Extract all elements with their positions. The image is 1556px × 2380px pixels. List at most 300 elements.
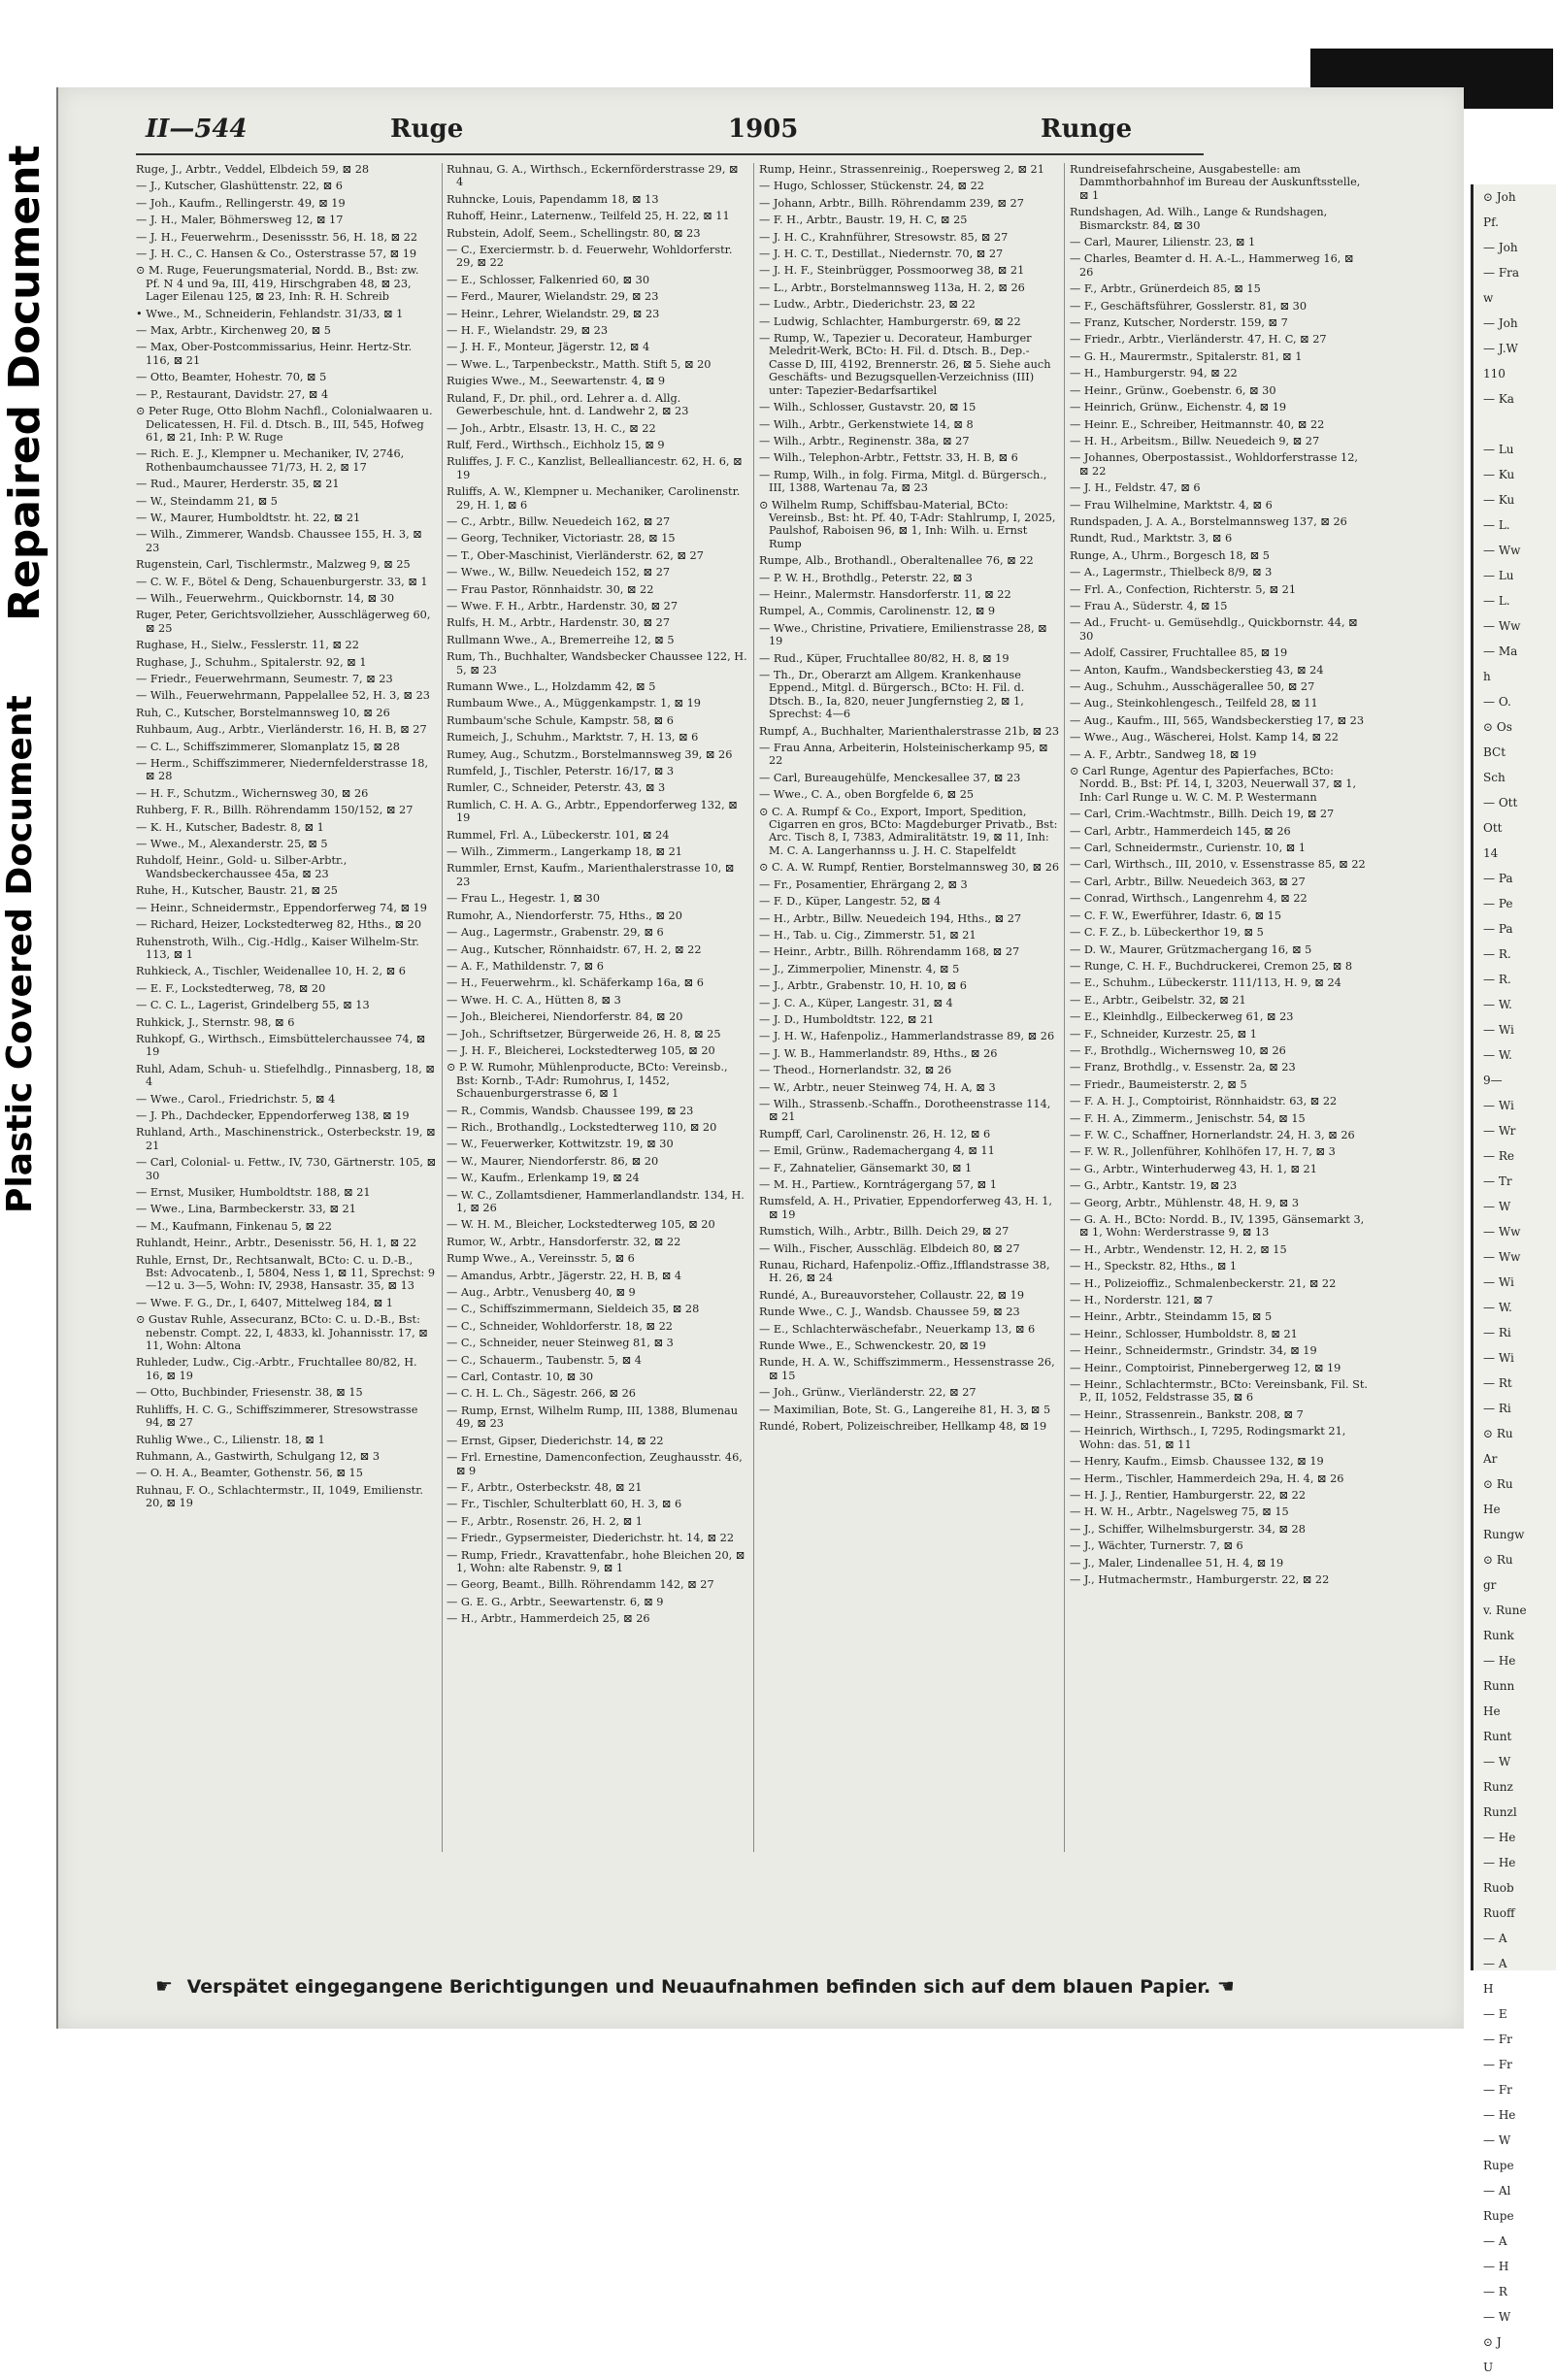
directory-entry: Rundt, Rud., Marktstr. 3, ⊠ 6	[1070, 532, 1233, 545]
directory-entry: — Ferd., Maurer, Wielandstr. 29, ⊠ 23	[447, 290, 659, 304]
directory-entry: — J. W. B., Hammerlandstr. 89, Hths., ⊠ 26	[759, 1046, 998, 1060]
directory-entry: — O. H. A., Beamter, Gothenstr. 56, ⊠ 15	[136, 1467, 363, 1480]
directory-entry: — Wilh., Zimmerm., Langerkamp 18, ⊠ 21	[447, 845, 682, 859]
directory-entry: — F. W. R., Jollenführer, Kohlhöfen 17, H. 7, ⊠ 3	[1070, 1145, 1336, 1159]
directory-entry: Ruhncke, Louis, Papendamm 18, ⊠ 13	[447, 192, 659, 206]
directory-entry: Rumpff, Carl, Carolinenstr. 26, H. 12, ⊠ 6	[759, 1127, 991, 1140]
next-page-fragment: — Ma	[1483, 645, 1518, 658]
directory-entry: — Aug., Schuhm., Ausschägerallee 50, ⊠ 27	[1070, 680, 1315, 693]
directory-entry: ⊙ Peter Ruge, Otto Blohm Nachfl., Colonialwaaren u. Delicatessen, H. Fil. d. Dtsch. B., III, 545, Hofweg 61, ⊠ 21, Inh: P. W. Ruge	[136, 405, 433, 444]
next-page-fragment: — Re	[1483, 1149, 1514, 1163]
directory-entry: — Franz, Kutscher, Norderstr. 159, ⊠ 7	[1070, 316, 1288, 330]
directory-entry: — Carl, Wirthsch., III, 2010, v. Essenstrasse 85, ⊠ 22	[1070, 858, 1366, 872]
next-page-fragment: He	[1483, 1704, 1501, 1718]
next-page-fragment: — Ri	[1483, 1326, 1511, 1339]
directory-entry: — F., Arbtr., Rosenstr. 26, H. 2, ⊠ 1	[447, 1514, 643, 1528]
directory-entry: — Wwe. F. G., Dr., I, 6407, Mittelweg 184, ⊠ 1	[136, 1296, 393, 1309]
directory-entry: — Heinr., Schlosser, Humboldstr. 8, ⊠ 21	[1070, 1327, 1298, 1340]
next-page-fragment: — Fr	[1483, 2033, 1512, 2046]
column-divider	[1064, 163, 1065, 1852]
directory-entry: — P. W. H., Brothdlg., Peterstr. 22, ⊠ 3	[759, 571, 973, 584]
directory-entry: — Frau A., Süderstr. 4, ⊠ 15	[1070, 599, 1228, 612]
directory-entry: — J. H. W., Hafenpoliz., Hammerlandstrasse 89, ⊠ 26	[759, 1030, 1055, 1043]
directory-entry: — F., Geschäftsführer, Gosslerstr. 81, ⊠ 30	[1070, 299, 1308, 313]
next-page-fragment: 14	[1483, 846, 1499, 860]
directory-columns	[136, 163, 1427, 1862]
next-page-fragment: — Wi	[1483, 1275, 1514, 1289]
directory-entry: — Richard, Heizer, Lockstedterweg 82, Hths., ⊠ 20	[136, 918, 422, 932]
directory-entry: — Amandus, Arbtr., Jägerstr. 22, H. B, ⊠ 4	[447, 1269, 682, 1282]
next-page-fragment: ⊙ Ru	[1483, 1427, 1513, 1440]
directory-entry: Rumann Wwe., L., Holzdamm 42, ⊠ 5	[447, 680, 656, 693]
next-page-fragment: — A	[1483, 1957, 1507, 1970]
directory-entry: Ruhle, Ernst, Dr., Rechtsanwalt, BCto: C. u. D.-B., Bst: Advocatenb., I, 5804, Ness 1, ⊠ 11, Sprechst: 9—12 u. 3—5, Wohn: IV, 2938, Hansastr. 35, ⊠ 13	[136, 1253, 436, 1293]
next-page-fragment: — W	[1483, 2310, 1511, 2324]
directory-entry: ⊙ C. A. Rumpf & Co., Export, Import, Spedition, Cigarren en gros, BCto: Magdeburger Privatb., Bst: Arc. Tisch 8, I, 7383, Admiralitätstr. 19, ⊠ 11, Inh: M. C. A. Langerhannss u. J. H. C. Stapelfeldt	[759, 805, 1058, 857]
directory-entry: — Wilh., Fischer, Ausschläg. Elbdeich 80, ⊠ 27	[759, 1241, 1020, 1255]
directory-entry: — Heinr., Schneidermstr., Grindstr. 34, ⊠ 19	[1070, 1344, 1317, 1358]
directory-entry: — Wwe. H. C. A., Hütten 8, ⊠ 3	[447, 993, 621, 1007]
directory-entry: — J., Zimmerpolier, Minenstr. 4, ⊠ 5	[759, 962, 960, 975]
next-page-fragment: — Tr	[1483, 1174, 1512, 1188]
page-header	[136, 115, 1427, 149]
next-page-fragment: Runt	[1483, 1730, 1512, 1743]
directory-entry: Rumbaum Wwe., A., Müggenkampstr. 1, ⊠ 19	[447, 697, 701, 711]
directory-entry: Rundreisefahrscheine, Ausgabestelle: am Dammthorbahnhof im Bureau der Auskunftsstelle, ⊠ 1	[1070, 163, 1361, 202]
next-page-fragment: w	[1483, 291, 1494, 305]
directory-entry: — Aug., Lagermstr., Grabenstr. 29, ⊠ 6	[447, 926, 664, 940]
directory-entry: — Heinr., Grünw., Goebenstr. 6, ⊠ 30	[1070, 383, 1276, 397]
next-page-fragment: — Ww	[1483, 1250, 1521, 1264]
next-page-fragment: — Ww	[1483, 544, 1521, 557]
next-page-fragment: — L.	[1483, 594, 1510, 608]
directory-entry: Ruhleder, Ludw., Cig.-Arbtr., Fruchtallee 80/82, H. 16, ⊠ 19	[136, 1356, 417, 1382]
directory-entry: — Wilh., Arbtr., Reginenstr. 38a, ⊠ 27	[759, 434, 970, 447]
directory-entry: — D. W., Maurer, Grützmachergang 16, ⊠ 5	[1070, 942, 1312, 956]
column-2	[447, 163, 747, 1862]
directory-entry: — Frl. Ernestine, Damenconfection, Zeughausstr. 46, ⊠ 9	[447, 1451, 743, 1477]
directory-entry: Runde Wwe., E., Schwenckestr. 20, ⊠ 19	[759, 1339, 986, 1353]
directory-entry: — W. H. M., Bleicher, Lockstedterweg 105, ⊠ 20	[447, 1218, 715, 1232]
directory-entry: Ruhliffs, H. C. G., Schiffszimmerer, Stresowstrasse 94, ⊠ 27	[136, 1403, 418, 1430]
directory-entry: — G. A. H., BCto: Nordd. B., IV, 1395, Gänsemarkt 3, ⊠ 1, Wohn: Werderstrasse 9, ⊠ 13	[1070, 1213, 1365, 1240]
directory-entry: — Max, Arbtr., Kirchenweg 20, ⊠ 5	[136, 324, 331, 338]
directory-entry: — Carl, Maurer, Lilienstr. 23, ⊠ 1	[1070, 236, 1256, 249]
directory-entry: — Georg, Techniker, Victoriastr. 28, ⊠ 15	[447, 532, 676, 545]
next-page-fragment: — A	[1483, 1932, 1507, 1945]
next-page-fragment: — W.	[1483, 1301, 1512, 1314]
directory-entry: — Carl, Colonial- u. Fettw., IV, 730, Gärtnerstr. 105, ⊠ 30	[136, 1156, 437, 1182]
directory-entry: — J., Kutscher, Glashüttenstr. 22, ⊠ 6	[136, 180, 343, 193]
directory-entry: — Herm., Tischler, Hammerdeich 29a, H. 4, ⊠ 26	[1070, 1471, 1344, 1485]
directory-entry: — A. F., Mathildenstr. 7, ⊠ 6	[447, 959, 604, 973]
directory-entry: — Wilh., Schlosser, Gustavstr. 20, ⊠ 15	[759, 401, 977, 414]
directory-entry: — Max, Ober-Postcommissarius, Heinr. Hertz-Str. 116, ⊠ 21	[136, 341, 413, 367]
directory-entry: Rum, Th., Buchhalter, Wandsbecker Chaussee 122, H. 5, ⊠ 23	[447, 650, 747, 677]
directory-entry: — Ludwig, Schlachter, Hamburgerstr. 69, ⊠ 22	[759, 314, 1021, 328]
directory-entry: — Aug., Kutscher, Rönnhaidstr. 67, H. 2, ⊠ 22	[447, 942, 702, 956]
next-page-fragment: — A	[1483, 2234, 1507, 2248]
next-page-fragment: — Ww	[1483, 619, 1521, 633]
directory-entry: — Rump, W., Tapezier u. Decorateur, Hamburger Meledrit-Werk, BCto: H. Fil. d. Dtsch. B., Dep.-Casse D, III, 4192, Brennerstr. 26, ⊠ 5. Siehe auch Geschäfts- und Bezugsquellen-Verzeichniss (III) unter: Tapezier-Bedarfsartikel	[759, 332, 1051, 397]
directory-entry: Rundé, Robert, Polizeischreiber, Hellkamp 48, ⊠ 19	[759, 1420, 1047, 1434]
directory-entry: — Rump, Friedr., Kravattenfabr., hohe Bleichen 20, ⊠ 1, Wohn: alte Rabenstr. 9, ⊠ 1	[447, 1548, 745, 1574]
directory-entry: ⊙ C. A. W. Rumpf, Rentier, Borstelmannsweg 30, ⊠ 26	[759, 861, 1060, 875]
directory-entry: Ruhkick, J., Sternstr. 98, ⊠ 6	[136, 1015, 295, 1029]
directory-entry: — E., Kleinhdlg., Eilbeckerweg 61, ⊠ 23	[1070, 1010, 1294, 1024]
directory-entry: — T., Ober-Maschinist, Vierländerstr. 62, ⊠ 27	[447, 548, 704, 562]
directory-entry: — J. H. F., Monteur, Jägerstr. 12, ⊠ 4	[447, 341, 650, 354]
next-page-fragment: — Pa	[1483, 922, 1513, 936]
directory-entry: — Wilh., Zimmerer, Wandsb. Chaussee 155, H. 3, ⊠ 23	[136, 528, 422, 554]
directory-entry: — F. H., Arbtr., Baustr. 19, H. C, ⊠ 25	[759, 214, 968, 227]
directory-entry: Rumbaum'sche Schule, Kampstr. 58, ⊠ 6	[447, 713, 674, 727]
directory-entry: — W., Maurer, Humboldtstr. ht. 22, ⊠ 21	[136, 511, 361, 524]
directory-entry: — H. F., Wielandstr. 29, ⊠ 23	[447, 324, 609, 338]
directory-entry: Ruh, C., Kutscher, Borstelmannsweg 10, ⊠ 26	[136, 706, 390, 719]
directory-entry: — Frau L., Hegestr. 1, ⊠ 30	[447, 892, 600, 906]
plastic-covered-document-label: Plastic Covered Document	[0, 695, 40, 1213]
next-page-fragment: — Pe	[1483, 897, 1513, 910]
next-page-fragment: — W.	[1483, 998, 1512, 1011]
side-labels	[0, 107, 53, 1213]
directory-entry: Rughase, H., Sielw., Fesslerstr. 11, ⊠ 22	[136, 639, 359, 652]
next-page-fragment: — He	[1483, 1654, 1516, 1668]
header-rule	[136, 153, 1204, 155]
next-page-fragment: — Wi	[1483, 1351, 1514, 1365]
directory-entry: — Heinr., Arbtr., Steindamm 15, ⊠ 5	[1070, 1310, 1273, 1324]
directory-entry: — J., Schiffer, Wilhelmsburgerstr. 34, ⊠ 28	[1070, 1522, 1306, 1536]
directory-entry: — H. W. H., Arbtr., Nagelsweg 75, ⊠ 15	[1070, 1505, 1289, 1519]
directory-entry: — Joh., Schriftsetzer, Bürgerweide 26, H. 8, ⊠ 25	[447, 1027, 721, 1041]
directory-entry: • Wwe., M., Schneiderin, Fehlandstr. 31/33, ⊠ 1	[136, 307, 404, 320]
directory-entry: — F., Zahnatelier, Gänsemarkt 30, ⊠ 1	[759, 1161, 973, 1174]
next-page-fragment: — Rt	[1483, 1376, 1512, 1390]
directory-entry: — Otto, Buchbinder, Friesenstr. 38, ⊠ 15	[136, 1386, 363, 1400]
directory-entry: Runde Wwe., C. J., Wandsb. Chaussee 59, ⊠ 23	[759, 1306, 1020, 1319]
directory-entry: — J. H. C., C. Hansen & Co., Osterstrasse 57, ⊠ 19	[136, 248, 417, 261]
directory-entry: — Georg, Beamt., Billh. Röhrendamm 142, ⊠ 27	[447, 1578, 714, 1592]
next-page-fragment: — Ri	[1483, 1402, 1511, 1415]
directory-entry: — Georg, Arbtr., Mühlenstr. 48, H. 9, ⊠ 3	[1070, 1196, 1300, 1209]
directory-entry: — H. J. J., Rentier, Hamburgerstr. 22, ⊠ 22	[1070, 1488, 1307, 1502]
directory-entry: — Rud., Küper, Fruchtallee 80/82, H. 8, ⊠ 19	[759, 651, 1010, 665]
next-page-fragment: — H	[1483, 2260, 1509, 2273]
directory-entry: — H., Speckstr. 82, Hths., ⊠ 1	[1070, 1260, 1238, 1273]
directory-entry: — Rump, Ernst, Wilhelm Rump, III, 1388, Blumenau 49, ⊠ 23	[447, 1404, 739, 1431]
directory-entry: Ruhl, Adam, Schuh- u. Stiefelhdlg., Pinnasberg, 18, ⊠ 4	[136, 1062, 435, 1089]
directory-entry: — J. Ph., Dachdecker, Eppendorferweg 138, ⊠ 19	[136, 1108, 410, 1122]
next-page-fragment: Ott	[1483, 821, 1503, 835]
directory-entry: — Heinrich, Grünw., Eichenstr. 4, ⊠ 19	[1070, 401, 1287, 414]
directory-entry: ⊙ P. W. Rumohr, Mühlenproducte, BCto: Vereinsb., Bst: Kornb., T-Adr: Rumohrus, I, 1452, Schauenburgerstrasse 6, ⊠ 1	[447, 1061, 728, 1101]
directory-entry: — Friedr., Feuerwehrmann, Seumestr. 7, ⊠ 23	[136, 673, 393, 685]
directory-entry: Rump Wwe., A., Vereinsstr. 5, ⊠ 6	[447, 1252, 635, 1266]
directory-entry: — J. H., Feuerwehrm., Desenissstr. 56, H. 18, ⊠ 22	[136, 230, 418, 244]
directory-entry: — J., Wächter, Turnerstr. 7, ⊠ 6	[1070, 1539, 1243, 1553]
next-page-fragment: — L.	[1483, 518, 1510, 532]
directory-entry: — Wilh., Arbtr., Gerkenstwiete 14, ⊠ 8	[759, 417, 974, 431]
directory-entry: Rulf, Ferd., Wirthsch., Eichholz 15, ⊠ 9	[447, 438, 665, 451]
directory-entry: — H., Norderstr. 121, ⊠ 7	[1070, 1294, 1213, 1307]
directory-entry: — Wwe., W., Billw. Neuedeich 152, ⊠ 27	[447, 566, 671, 579]
directory-entry: Rump, Heinr., Strassenreinig., Roepersweg 2, ⊠ 21	[759, 163, 1044, 176]
directory-entry: Ruhnau, G. A., Wirthsch., Eckernförderstrasse 29, ⊠ 4	[447, 163, 739, 189]
next-page-fragment	[1473, 412, 1556, 437]
directory-page	[136, 115, 1427, 1998]
directory-entry: Rummler, Ernst, Kaufm., Marienthalerstrasse 10, ⊠ 23	[447, 862, 735, 888]
next-page-fragment: — J.W	[1483, 342, 1518, 355]
directory-entry: — E., Schuhm., Lübeckerstr. 111/113, H. 9, ⊠ 24	[1070, 976, 1341, 990]
next-page-fragment: v. Rune	[1483, 1603, 1527, 1617]
directory-entry: — Frau Pastor, Rönnhaidstr. 30, ⊠ 22	[447, 582, 654, 596]
directory-entry: — Carl, Arbtr., Billw. Neuedeich 363, ⊠ 27	[1070, 875, 1306, 888]
next-page-fragment: — Lu	[1483, 569, 1514, 582]
next-page-fragment: BCt	[1483, 745, 1506, 759]
directory-entry: — J. C. A., Küper, Langestr. 31, ⊠ 4	[759, 996, 953, 1009]
directory-entry: — J. H., Maler, Böhmersweg 12, ⊠ 17	[136, 214, 344, 227]
directory-entry: — Fr., Tischler, Schulterblatt 60, H. 3, ⊠ 6	[447, 1498, 682, 1511]
directory-entry: Ruigies Wwe., M., Seewartenstr. 4, ⊠ 9	[447, 375, 666, 388]
directory-entry: Ruhberg, F. R., Billh. Röhrendamm 150/152, ⊠ 27	[136, 804, 414, 817]
next-page-fragment: — Ott	[1483, 796, 1518, 810]
directory-entry: — W., Kaufm., Erlenkamp 19, ⊠ 24	[447, 1172, 640, 1185]
directory-entry: — Conrad, Wirthsch., Langenrehm 4, ⊠ 22	[1070, 892, 1308, 906]
directory-entry: — Friedr., Arbtr., Vierländerstr. 47, H. C, ⊠ 27	[1070, 333, 1327, 347]
next-page-fragment: — Fra	[1483, 266, 1520, 280]
directory-entry: — Heinr., Schneidermstr., Eppendorferweg 74, ⊠ 19	[136, 901, 427, 914]
directory-entry: — Wilh., Feuerwehrm., Quickbornstr. 14, ⊠ 30	[136, 591, 395, 605]
next-page-fragment: ⊙ Os	[1483, 720, 1512, 734]
directory-entry: ⊙ M. Ruge, Feuerungsmaterial, Nordd. B., Bst: zw. Pf. N 4 und 9a, III, 419, Hirschgraben 48, ⊠ 23, Lager Eilenau 125, ⊠ 23, Inh: R. H. Schreib	[136, 264, 419, 304]
next-page-fragment: 9—	[1483, 1074, 1503, 1087]
scanned-page	[56, 87, 1464, 2029]
next-page-fragment: ⊙ Ru	[1483, 1477, 1513, 1491]
next-page-fragment: Rupe	[1483, 2209, 1514, 2223]
directory-entry: — Joh., Grünw., Vierländerstr. 22, ⊠ 27	[759, 1386, 977, 1400]
directory-entry: — J. D., Humboldtstr. 122, ⊠ 21	[759, 1012, 935, 1026]
repaired-document-label: Repaired Document	[0, 145, 50, 621]
directory-entry: — C., Schauerm., Taubenstr. 5, ⊠ 4	[447, 1353, 642, 1367]
directory-entry: Ruliffes, J. F. C., Kanzlist, Bellealliancestr. 62, H. 6, ⊠ 19	[447, 455, 743, 481]
next-page-fragment: Runzl	[1483, 1805, 1517, 1819]
directory-entry: — Hugo, Schlosser, Stückenstr. 24, ⊠ 22	[759, 180, 984, 193]
next-page-fragment: — R.	[1483, 973, 1511, 986]
directory-entry: — Franz, Brothdlg., v. Essenstr. 2a, ⊠ 23	[1070, 1061, 1296, 1074]
directory-entry: — H., Polizeioffiz., Schmalenbeckerstr. 21, ⊠ 22	[1070, 1276, 1337, 1290]
directory-entry: Ruger, Peter, Gerichtsvollzieher, Ausschlägerweg 60, ⊠ 25	[136, 609, 431, 635]
directory-entry: — Rump, Wilh., in folg. Firma, Mitgl. d. Bürgersch., III, 1388, Wartenau 7a, ⊠ 23	[759, 468, 1047, 495]
directory-entry: — Wwe., C. A., oben Borgfelde 6, ⊠ 25	[759, 788, 975, 802]
directory-entry: Ruhe, H., Kutscher, Baustr. 21, ⊠ 25	[136, 884, 338, 898]
directory-entry: — Heinr., Strassenrein., Bankstr. 208, ⊠ 7	[1070, 1407, 1304, 1421]
directory-entry: — Heinr., Comptoirist, Pinnebergerweg 12, ⊠ 19	[1070, 1361, 1341, 1374]
directory-entry: — A. F., Arbtr., Sandweg 18, ⊠ 19	[1070, 747, 1257, 761]
directory-entry: — C. F. W., Ewerführer, Idastr. 6, ⊠ 15	[1070, 909, 1282, 922]
next-page-fragment: Runk	[1483, 1629, 1514, 1642]
directory-entry: — Joh., Bleicherei, Niendorferstr. 84, ⊠ 20	[447, 1010, 683, 1024]
directory-entry: — Wwe., M., Alexanderstr. 25, ⊠ 5	[136, 838, 328, 851]
next-page-fragment: — Al	[1483, 2184, 1511, 2198]
directory-entry: — W., Arbtr., neuer Steinweg 74, H. A, ⊠ 3	[759, 1080, 996, 1094]
directory-entry: — Otto, Beamter, Hohestr. 70, ⊠ 5	[136, 371, 327, 384]
next-page-fragment: — Fr	[1483, 2083, 1512, 2097]
next-page-fragment: ⊙ Joh	[1483, 190, 1516, 204]
directory-entry: — Ad., Frucht- u. Gemüsehdlg., Quickbornstr. 44, ⊠ 30	[1070, 616, 1358, 643]
directory-entry: — Friedr., Baumeisterstr. 2, ⊠ 5	[1070, 1077, 1247, 1091]
header-year: 1905	[728, 115, 799, 144]
directory-entry: — E. F., Lockstedterweg, 78, ⊠ 20	[136, 981, 326, 995]
directory-entry: — Wwe., Christine, Privatiere, Emilienstrasse 28, ⊠ 19	[759, 621, 1047, 648]
directory-entry: — Frau Anna, Arbeiterin, Holsteinischerkamp 95, ⊠ 22	[759, 742, 1048, 768]
next-page-fragment: Runn	[1483, 1679, 1515, 1693]
directory-entry: — M., Kaufmann, Finkenau 5, ⊠ 22	[136, 1219, 332, 1233]
next-page-fragment: — Joh	[1483, 316, 1518, 330]
directory-entry: Runau, Richard, Hafenpoliz.-Offiz.,Ifflandstrasse 38, H. 26, ⊠ 24	[759, 1259, 1050, 1285]
directory-entry: — C. W. F., Bötel & Deng, Schauenburgerstr. 33, ⊠ 1	[136, 575, 428, 588]
directory-entry: — Charles, Beamter d. H. A.-L., Hammerweg 16, ⊠ 26	[1070, 252, 1354, 279]
directory-entry: — Heinr. E., Schreiber, Heitmannstr. 40, ⊠ 22	[1070, 417, 1325, 431]
directory-entry: — L., Arbtr., Borstelmannsweg 113a, H. 2, ⊠ 26	[759, 281, 1025, 294]
directory-entry: — Wilh., Telephon-Arbtr., Fettstr. 33, H. B, ⊠ 6	[759, 451, 1018, 465]
directory-entry: — M. H., Partiew., Korntrágergang 57, ⊠ 1	[759, 1178, 997, 1191]
directory-entry: — Th., Dr., Oberarzt am Allgem. Krankenhause Eppend., Mitgl. d. Bürgersch., BCto: H. Fil. d. Dtsch. B., Ia, 820, neuer Jungfernstieg 2, ⊠ 1, Sprechst: 4—6	[759, 669, 1025, 721]
directory-entry: — H., Tab. u. Cig., Zimmerstr. 51, ⊠ 21	[759, 928, 977, 942]
directory-entry: Ruland, F., Dr. phil., ord. Lehrer a. d. Allg. Gewerbeschule, hnt. d. Landwehr 2, ⊠ 23	[447, 391, 689, 418]
directory-entry: — Joh., Arbtr., Elsastr. 13, H. C., ⊠ 22	[447, 421, 656, 435]
directory-entry: — E., Arbtr., Geibelstr. 32, ⊠ 21	[1070, 993, 1246, 1007]
next-page-fragment: ⊙ J	[1483, 2335, 1502, 2349]
directory-entry: — Carl, Arbtr., Hammerdeich 145, ⊠ 26	[1070, 824, 1291, 838]
next-page-fragment: — Wi	[1483, 1023, 1514, 1037]
directory-entry: — F., Brothdlg., Wichernsweg 10, ⊠ 26	[1070, 1043, 1286, 1057]
directory-entry: — C. L., Schiffszimmerer, Slomanplatz 15, ⊠ 28	[136, 740, 400, 753]
directory-entry: — J. H., Feldstr. 47, ⊠ 6	[1070, 481, 1201, 495]
directory-entry: Rumsfeld, A. H., Privatier, Eppendorferweg 43, H. 1, ⊠ 19	[759, 1195, 1052, 1221]
next-page-fragment: — R	[1483, 2285, 1507, 2298]
column-1	[136, 163, 437, 1862]
directory-entry: — Wilh., Strassenb.-Schaffn., Dorotheenstrasse 114, ⊠ 21	[759, 1097, 1051, 1124]
directory-entry: — Ernst, Musiker, Humboldtstr. 188, ⊠ 21	[136, 1186, 371, 1199]
directory-entry: Rumor, W., Arbtr., Hansdorferstr. 32, ⊠ 22	[447, 1235, 681, 1248]
directory-entry: — Herm., Schiffszimmerer, Niedernfelderstrasse 18, ⊠ 28	[136, 757, 429, 783]
directory-entry: — J. H. F., Steinbrügger, Possmoorweg 38, ⊠ 21	[759, 264, 1025, 278]
directory-entry: — H., Feuerwehrm., kl. Schäferkamp 16a, ⊠ 6	[447, 976, 704, 990]
directory-entry: — Theod., Hornerlandstr. 32, ⊠ 26	[759, 1064, 952, 1077]
directory-entry: — C., Schneider, Wohldorferstr. 18, ⊠ 22	[447, 1319, 673, 1333]
directory-entry: — Wilh., Feuerwehrmann, Pappelallee 52, H. 3, ⊠ 23	[136, 689, 430, 703]
directory-entry: Runde, H. A. W., Schiffszimmerm., Hessenstrasse 26, ⊠ 15	[759, 1356, 1055, 1382]
directory-entry: — G. H., Maurermstr., Spitalerstr. 81, ⊠ 1	[1070, 349, 1303, 363]
next-page-fragment: — Fr	[1483, 2058, 1512, 2071]
column-divider	[442, 163, 443, 1852]
directory-entry: — Johann, Arbtr., Billh. Röhrendamm 239, ⊠ 27	[759, 196, 1024, 210]
directory-entry: — Wwe. F. H., Arbtr., Hardenstr. 30, ⊠ 27	[447, 599, 679, 612]
next-page-fragment: — He	[1483, 1856, 1516, 1869]
directory-entry: Ruhnau, F. O., Schlachtermstr., II, 1049, Emilienstr. 20, ⊠ 19	[136, 1483, 423, 1510]
next-page-fragment: U	[1483, 2361, 1494, 2374]
next-page-fragment: — Ww	[1483, 1225, 1521, 1239]
next-page-fragment: Runz	[1483, 1780, 1513, 1794]
directory-entry: Rumlich, C. H. A. G., Arbtr., Eppendorferweg 132, ⊠ 19	[447, 798, 738, 825]
directory-entry: — Heinr., Malermstr. Hansdorferstr. 11, ⊠ 22	[759, 587, 1011, 601]
next-page-fragment: Rupe	[1483, 2159, 1514, 2172]
directory-entry: Rumpel, A., Commis, Carolinenstr. 12, ⊠ 9	[759, 605, 996, 618]
directory-entry: — H., Arbtr., Hammerdeich 25, ⊠ 26	[447, 1612, 650, 1626]
directory-entry: — Heinr., Arbtr., Billh. Röhrendamm 168, ⊠ 27	[759, 945, 1020, 959]
next-page-fragment: — Wi	[1483, 1099, 1514, 1112]
directory-entry: Ruhland, Arth., Maschinenstrick., Osterbeckstr. 19, ⊠ 21	[136, 1126, 436, 1152]
directory-entry: — Fr., Posamentier, Ehrärgang 2, ⊠ 3	[759, 877, 968, 891]
directory-entry: — Emil, Grünw., Rademachergang 4, ⊠ 11	[759, 1144, 995, 1158]
next-page-fragment: Ruob	[1483, 1881, 1514, 1895]
directory-entry: — J., Hutmachermstr., Hamburgerstr. 22, ⊠ 22	[1070, 1572, 1330, 1586]
header-keyword-right: Runge	[1041, 115, 1133, 144]
directory-entry: — Ernst, Gipser, Diederichstr. 14, ⊠ 22	[447, 1434, 664, 1447]
directory-entry: — J., Maler, Lindenallee 51, H. 4, ⊠ 19	[1070, 1556, 1284, 1570]
pointing-hand-left-icon: ☚	[1216, 1974, 1235, 1998]
directory-entry: Ruge, J., Arbtr., Veddel, Elbdeich 59, ⊠ 28	[136, 163, 370, 176]
directory-entry: Ruhkieck, A., Tischler, Weidenallee 10, H. 2, ⊠ 6	[136, 965, 406, 978]
next-page-fragment: Rungw	[1483, 1528, 1525, 1541]
directory-entry: Rumohr, A., Niendorferstr. 75, Hths., ⊠ 20	[447, 909, 682, 922]
header-keyword-left: Ruge	[390, 115, 464, 144]
next-page-fragment: ⊙ Ru	[1483, 1553, 1513, 1567]
next-page-fragment: — O.	[1483, 695, 1511, 709]
directory-entry: — J. H. F., Bleicherei, Lockstedterweg 105, ⊠ 20	[447, 1043, 715, 1057]
directory-entry: Rughase, J., Schuhm., Spitalerstr. 92, ⊠ 1	[136, 655, 367, 669]
directory-entry: — Aug., Arbtr., Venusberg 40, ⊠ 9	[447, 1286, 636, 1300]
directory-entry: — Henry, Kaufm., Eimsb. Chaussee 132, ⊠ 19	[1070, 1455, 1324, 1469]
directory-entry: — F. D., Küper, Langestr. 52, ⊠ 4	[759, 895, 942, 909]
directory-entry: — F. H. A., Zimmerm., Jenischstr. 54, ⊠ 15	[1070, 1111, 1306, 1125]
directory-entry: — Maximilian, Bote, St. G., Langereihe 81, H. 3, ⊠ 5	[759, 1403, 1051, 1416]
directory-entry: — Rich. E. J., Klempner u. Mechaniker, IV, 2746, Rothenbaumchaussee 71/73, H. 2, ⊠ 17	[136, 447, 405, 474]
directory-entry: — H., Arbtr., Billw. Neuedeich 194, Hths., ⊠ 27	[759, 911, 1022, 925]
directory-entry: — Heinrich, Wirthsch., I, 7295, Rodingsmarkt 21, Wohn: das. 51, ⊠ 11	[1070, 1425, 1346, 1451]
next-page-fragment: He	[1483, 1503, 1501, 1516]
directory-entry: — J., Arbtr., Grabenstr. 10, H. 10, ⊠ 6	[759, 979, 967, 993]
directory-entry: — Frau Wilhelmine, Marktstr. 4, ⊠ 6	[1070, 498, 1273, 512]
directory-entry: — C., Schneider, neuer Steinweg 81, ⊠ 3	[447, 1337, 674, 1350]
next-page-fragment: — Lu	[1483, 443, 1514, 456]
directory-entry: Ruhlig Wwe., C., Lilienstr. 18, ⊠ 1	[136, 1433, 325, 1446]
directory-entry: — Adolf, Cassirer, Fruchtallee 85, ⊠ 19	[1070, 646, 1288, 660]
directory-entry: Rummel, Frl. A., Lübeckerstr. 101, ⊠ 24	[447, 828, 670, 842]
next-page-fragment: — R.	[1483, 947, 1511, 961]
directory-entry: Rundshagen, Ad. Wilh., Lange & Rundshagen, Bismarckstr. 84, ⊠ 30	[1070, 206, 1328, 232]
directory-entry: — W., Feuerwerker, Kottwitzstr. 19, ⊠ 30	[447, 1138, 674, 1151]
next-page-fragment: — W	[1483, 1200, 1511, 1213]
directory-entry: — Runge, C. H. F., Buchdruckerei, Cremon 25, ⊠ 8	[1070, 959, 1353, 973]
directory-entry: ⊙ Carl Runge, Agentur des Papierfaches, BCto: Nordd. B., Bst: Pf. 14, I, 3203, Neuerwall 37, ⊠ 1, Inh: Carl Runge u. W. C. M. P. Westermann	[1070, 765, 1357, 804]
directory-entry: — R., Commis, Wandsb. Chaussee 199, ⊠ 23	[447, 1104, 694, 1117]
directory-entry: — H. F., Schutzm., Wichernsweg 30, ⊠ 26	[136, 786, 369, 800]
directory-entry: — F., Arbtr., Grünerdeich 85, ⊠ 15	[1070, 282, 1261, 296]
directory-entry: — G., Arbtr., Winterhuderweg 43, H. 1, ⊠ 21	[1070, 1162, 1317, 1175]
pointing-hand-icon: ☛	[155, 1974, 173, 1998]
column-3	[759, 163, 1060, 1862]
directory-entry: Ruhmann, A., Gastwirth, Schulgang 12, ⊠ 3	[136, 1449, 381, 1463]
directory-entry: — K. H., Kutscher, Badestr. 8, ⊠ 1	[136, 820, 324, 834]
directory-entry: — Rud., Maurer, Herderstr. 35, ⊠ 21	[136, 478, 340, 491]
next-page-fragment: — Pa	[1483, 872, 1513, 885]
next-page-fragment: Ar	[1483, 1452, 1498, 1466]
next-page-fragment: — W.	[1483, 1048, 1512, 1062]
directory-entry: — Rich., Brothandlg., Lockstedterweg 110, ⊠ 20	[447, 1120, 717, 1134]
next-page-fragment: — Ku	[1483, 493, 1515, 507]
directory-entry: — Frl. A., Confection, Richterstr. 5, ⊠ 21	[1070, 582, 1297, 596]
